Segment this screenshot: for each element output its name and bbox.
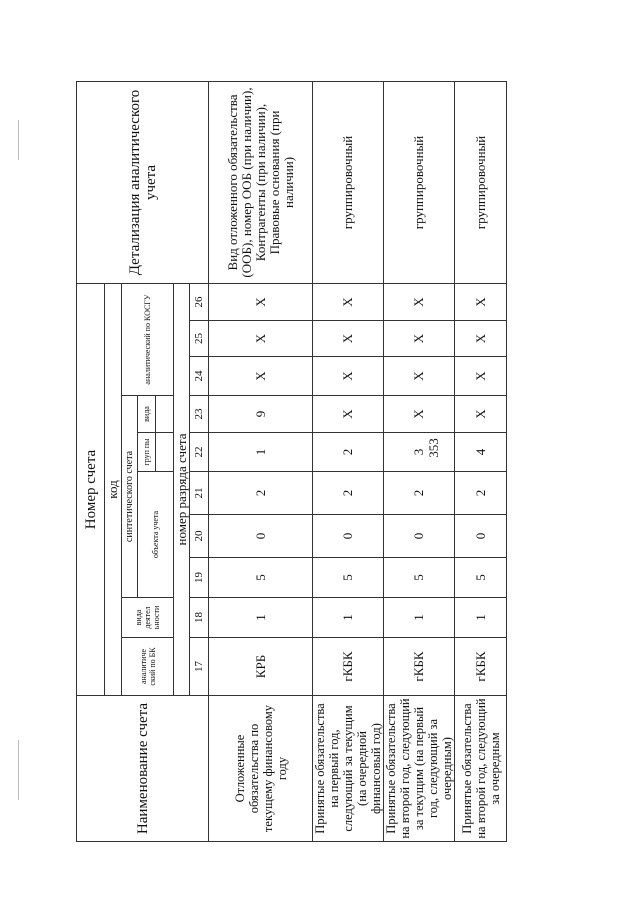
row-name: Отложенные обязательства по текущему финансовому году (209, 696, 313, 842)
cell: 5 (384, 558, 455, 598)
cell: 9 (209, 396, 313, 433)
cell: 0 (209, 515, 313, 558)
cell: 1 (313, 598, 384, 638)
cell: 5 (455, 558, 507, 598)
header-group: груп пы (138, 433, 156, 472)
cell: Х (209, 321, 313, 357)
table-row (455, 81, 507, 841)
digit-17: 17 (190, 638, 209, 696)
cell: Х (455, 357, 507, 396)
header-kind-cont (156, 396, 174, 433)
page-number: 353 (425, 438, 441, 458)
row-detail: группировочный (313, 81, 384, 283)
cell: 0 (384, 515, 455, 558)
scan-margin-line (18, 120, 19, 160)
cell: Х (384, 396, 455, 433)
header-detail: Детализация аналитического учета (77, 81, 209, 283)
header-kind: вида (138, 396, 156, 433)
digit-22: 22 (190, 433, 209, 472)
header-synthetic: синтетического счета (122, 396, 138, 598)
cell: КРБ (209, 638, 313, 696)
cell: 1 (384, 598, 455, 638)
table-row (209, 81, 313, 841)
row-name: Принятые обязательства на второй год, следующий за текущим (на первый год, следующий за очередным) (384, 696, 455, 842)
rotated-table-wrapper (76, 82, 502, 842)
cell: Х (313, 396, 384, 433)
header-account-number: Номер счета (77, 283, 105, 695)
row-detail: группировочный (455, 81, 507, 283)
header-code: код (105, 283, 122, 695)
cell: 1 (455, 598, 507, 638)
digit-18: 18 (190, 598, 209, 638)
cell: 1 (209, 598, 313, 638)
header-object: объекта учета (138, 472, 174, 598)
row-name: Принятые обязательства на первый год, следующий за текущим (на очередной финансовый год) (313, 696, 384, 842)
cell: гКБК (455, 638, 507, 696)
digit-20: 20 (190, 515, 209, 558)
header-analytic-bk: аналитиче ский по БК (122, 638, 174, 696)
cell: 3 (384, 433, 455, 472)
header-group-cont (156, 433, 174, 472)
scan-margin-line (18, 740, 19, 800)
digit-19: 19 (190, 558, 209, 598)
cell: гКБК (313, 638, 384, 696)
cell: 2 (313, 433, 384, 472)
cell: Х (313, 283, 384, 320)
header-activity-type: вида деятел ьности (122, 598, 174, 638)
cell: 2 (455, 472, 507, 515)
cell: 0 (313, 515, 384, 558)
cell: Х (455, 321, 507, 357)
header-digit-number: номер разряда счета (174, 283, 190, 695)
cell: 5 (313, 558, 384, 598)
cell: 2 (384, 472, 455, 515)
cell: Х (455, 283, 507, 320)
cell: 5 (209, 558, 313, 598)
table-row (313, 81, 384, 841)
cell: Х (384, 357, 455, 396)
header-kosgu: аналитический по КОСГУ (122, 283, 174, 395)
cell: Х (313, 321, 384, 357)
accounts-table (76, 81, 507, 842)
cell: 2 (209, 472, 313, 515)
table-row (384, 81, 455, 841)
row-name: Принятые обязательства на второй год, следующий за очередным (455, 696, 507, 842)
cell: 4 (455, 433, 507, 472)
cell: Х (384, 283, 455, 320)
cell: 2 (313, 472, 384, 515)
row-detail: Вид отложенного обязательства (ООБ), номер ООБ (при наличии), Контрагенты (при наличии), Правовые основания (при наличии) (209, 81, 313, 283)
cell: гКБК (384, 638, 455, 696)
digit-21: 21 (190, 472, 209, 515)
cell: Х (313, 357, 384, 396)
header-account-name: Наименование счета (77, 696, 209, 842)
digit-24: 24 (190, 357, 209, 396)
digit-23: 23 (190, 396, 209, 433)
cell: Х (384, 321, 455, 357)
cell: 0 (455, 515, 507, 558)
cell: 1 (209, 433, 313, 472)
cell: Х (455, 396, 507, 433)
row-detail: группировочный (384, 81, 455, 283)
digit-26: 26 (190, 283, 209, 320)
cell: Х (209, 283, 313, 320)
cell: Х (209, 357, 313, 396)
digit-25: 25 (190, 321, 209, 357)
